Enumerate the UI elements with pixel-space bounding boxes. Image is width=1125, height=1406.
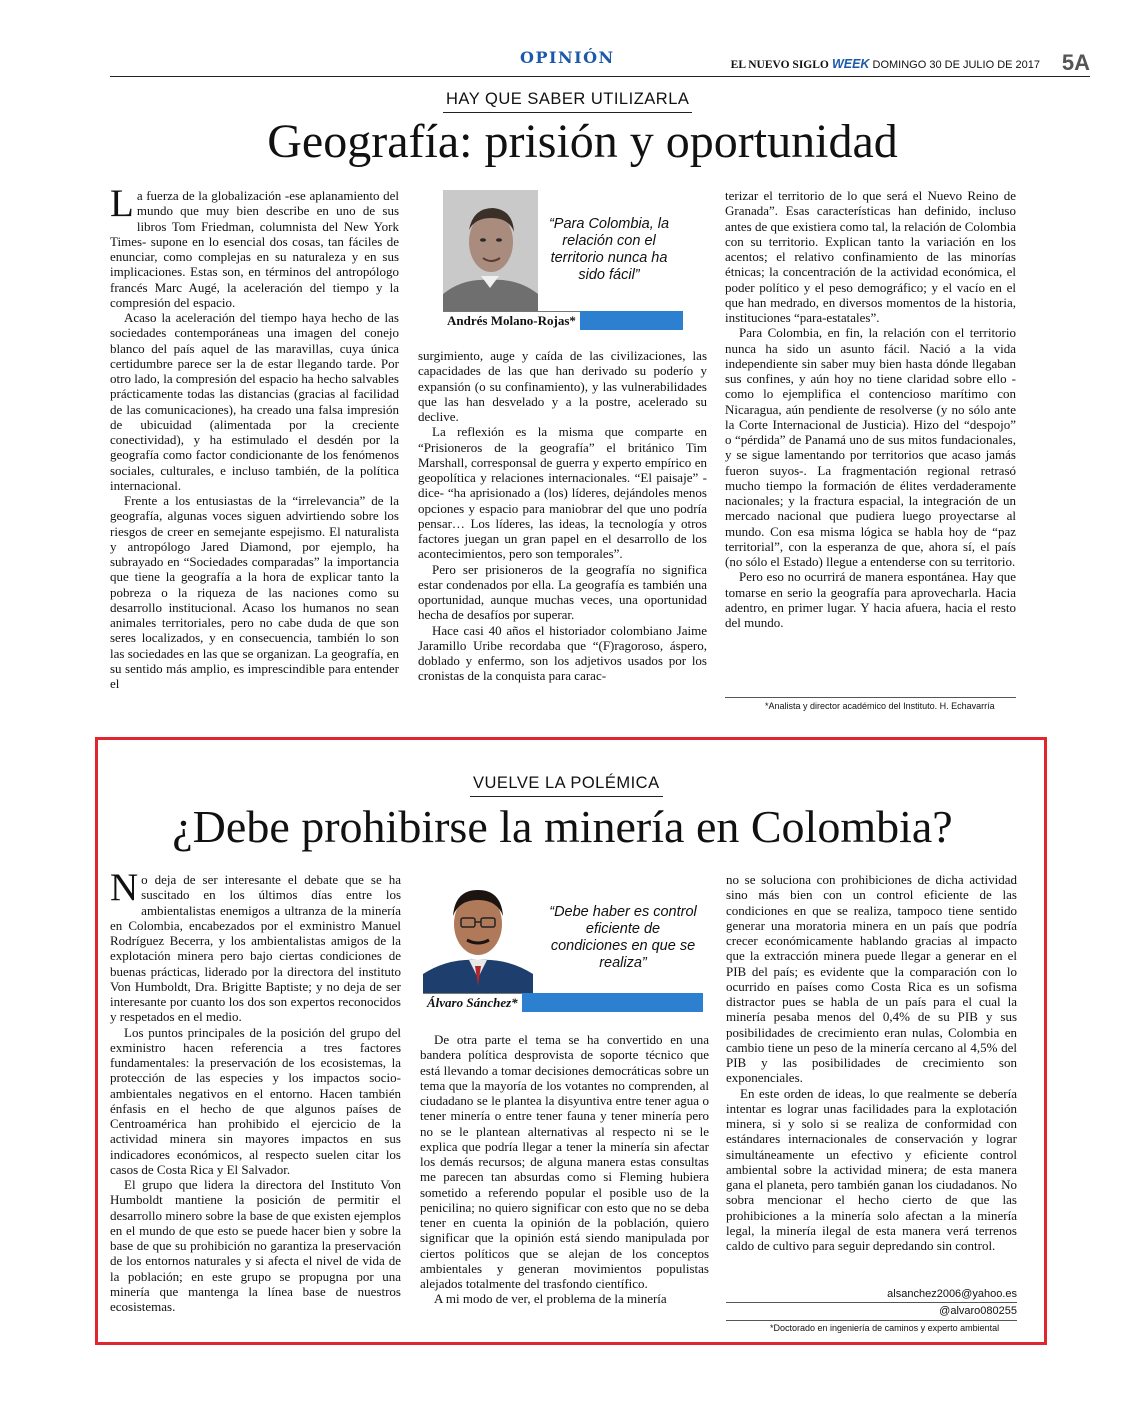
paragraph: Para Colombia, en fin, la relación con el territorio nunca ha sido un asunto fácil. Nació a la vida independiente sin saber muy bien hasta dónde llegaban sus confines, y aún hoy no tiene claridad sobre ello -como lo ejemplifica el contencioso marítimo con Nicaragua, aún pendiente de resolverse (y no sólo ante la Corte Internacional de Justicia). Hizo del “despojo” o “pérdida” de Panamá uno de sus mitos fundacionales, y se sigue lamentando por territorios que acaso jamás fueron suyos-. La fragmentación regional retrasó mucho tiempo la formación de élites verdaderamente nacionales; y la fractura espacial, la integración de un mercado nacional que pudiera luego proyectarse al mundo. Con esa misma lógica se habla hoy de “paz territorial”, con la esperanza de que, ahora sí, el país (no sólo el Estado) llegue a entenderse con su territorio. [725, 325, 1016, 569]
author-name: Álvaro Sánchez* [423, 993, 522, 1012]
masthead-rule [110, 76, 1090, 77]
paragraph: surgimiento, auge y caída de las civilizaciones, las capacidades de las que han derivado su poderío y expansión (o su confinamiento), y las vulnerabilidades que las han desvelado y a la postre, acelerado su declive. [418, 348, 707, 424]
article-kicker: HAY QUE SABER UTILIZARLA [443, 90, 692, 113]
paragraph: De otra parte el tema se ha convertido en una bandera política desprovista de soporte técnico que está llevando a tomar decisiones democráticas sobre un tema que la mayoría de los votantes no comprenden, al ciudadano se le plantea la disyuntiva entre tener agua o tener minería o entre tener fauna y tener minería pero no se le plantean alternativas al respecto ni se le explica que podría llegar a tener la minería sin afectar los demás recursos; de alguna manera estas consultas me parecen tan absurdas como si Fleming hubiera sometido a referendo popular el posible uso de la penicilina; no quiero significar con esto que no se deba tener en cuenta la opinión de la población, quiero significar que la opinión está siendo manipulada por ciertos políticos que se alejan de los conceptos ambientales y generan movimientos populistas alejados totalmente del trasfondo científico. [420, 1032, 709, 1291]
contact-rule [726, 1302, 1017, 1303]
author-name: Andrés Molano-Rojas* [443, 311, 580, 330]
article-column-2 [420, 1032, 709, 1307]
article-column-3 [725, 188, 1016, 630]
paragraph: La reflexión es la misma que comparte en “Prisioneros de la geografía” el británico Tim Marshall, corresponsal de guerra y experto empírico en geopolítica y relaciones internacionales. “El paisaje” -dice- “ha aprisionado a (los) líderes, dejándoles menos opciones y espacio para maniobrar del que uno podría pensar… Los líderes, las ideas, la tecnología y otros factores juegan un gran papel en el desarrollo de los acontecimientos, pero son temporales”. [418, 424, 707, 562]
author-email: alsanchez2006@yahoo.es [887, 1288, 1017, 1300]
issue-date: DOMINGO 30 DE JULIO DE 2017 [872, 59, 1040, 71]
author-photo [443, 190, 538, 314]
author-photo-box [443, 190, 683, 330]
article-column-1 [110, 182, 399, 691]
article-column-2 [418, 348, 707, 684]
portrait-graphic [443, 190, 538, 314]
paragraph: La fuerza de la globalización -ese aplanamiento del mundo que muy bien describe en uno de sus libros Tom Friedman, columnista del New York Times- supone en lo esencial dos cosas, tan fáciles de enunciar, como complejas en su naturaleza y en sus implicaciones. Estas son, en términos del antropólogo francés Marc Augé, la aceleración del tiempo y la compresión del espacio. [110, 182, 399, 310]
paper-info [731, 57, 1040, 71]
paragraph: terizar el territorio de lo que será el Nuevo Reino de Granada”. Esas características han definido, incluso antes de que existiera como tal, la relación de Colombia con su territorio. Explican tanto la variación en los acentos; el relativo confinamiento de las minorías étnicas; la concentración de la actividad económica, el poder político y el peso demográfico; y el vacío en el que han medrado, en diversos momentos de la historia, instituciones “para-estatales”. [725, 188, 1016, 325]
author-photo [423, 874, 533, 994]
article-headline: ¿Debe prohibirse la minería en Colombia? [172, 801, 953, 852]
paragraph: Los puntos principales de la posición del grupo del exministro hacen referencia a tres factores fundamentales: la preservación de los ecosistemas, la protección de las especies y los impactos socio-ambientales negativos en el entorno. Hacen también énfasis en el hecho de que algunos países de Centroamérica han prohibido el ejercicio de la actividad minera sin mayores impactos en sus indicadores económicos, al respecto suelen citar los casos de Costa Rica y El Salvador. [110, 1024, 401, 1177]
pull-quote: “Debe haber es control eficiente de condiciones en que se realiza” [549, 904, 697, 971]
paper-week: WEEK [831, 57, 870, 71]
article-kicker: VUELVE LA POLÉMICA [470, 774, 663, 797]
drop-cap: L [110, 182, 134, 225]
paragraph: Hace casi 40 años el historiador colombiano Jaime Jaramillo Uribe recordaba que “(F)ragoroso, áspero, doblado y enfermo, son los adjetivos usados por los cronistas de la conquista para carac- [418, 622, 707, 684]
paper-name: EL NUEVO SIGLO [730, 59, 829, 71]
paragraph: Pero eso no ocurrirá de manera espontánea. Hay que tomarse en serio la geografía para aprovecharla. Hacia adentro, en primer lugar. Y hacia afuera, hacia el resto del mundo. [725, 569, 1016, 630]
paragraph: En este orden de ideas, lo que realmente se debería intentar es lograr unas facilidades para la explotación minera, si y solo si se realiza de conformidad con estándares internacionales de conservación y lograr simultáneamente un efectivo y eficiente control ambiental sobre la actividad minera; de esta manera gana el planeta, pero también ganan los ciudadanos. No sobra mencionar el hecho cierto de que las prohibiciones a la minería solo afectan a la minería legal, la minería ilegal de esta manera verá terrenos caldo de cultivo para seguir depredando sin control. [726, 1085, 1017, 1253]
page-number: 5A [1061, 50, 1090, 75]
footnote-rule [726, 1320, 1017, 1321]
author-bar-accent [580, 311, 683, 330]
paragraph: Frente a los entusiastas de la “irrelevancia” de la geografía, algunas voces siguen advirtiendo sobre los riesgos de creer en semejante espejismo. El naturalista y antropólogo Jared Diamond, por ejemplo, ha subrayado en “Sociedades comparadas” la importancia que tiene la geografía a la hora de explicar tanto la pobreza o la riqueza de las naciones como su desarrollo institucional. Acaso los humanos no sean animales territoriales, pero no cabe duda de que son seres localizados, y en consecuencia, también lo son las sociedades en las que se organizan. La geografía, en su sentido más amplio, es imprescindible para entender el [110, 493, 399, 691]
article-column-1 [110, 866, 401, 1314]
portrait-graphic [423, 874, 533, 994]
article-column-3 [726, 872, 1017, 1253]
paragraph: no se soluciona con prohibiciones de dicha actividad sino más bien con un control eficiente de las condiciones en que se realiza, tampoco tiene sentido generar una moratoria minera en un país que podría crecer económicamente hablando gracias al impacto que la extracción minera puede llegar a generar en el PIB del país; es evidente que la comparación con lo ocurrido en países como Costa Rica es un sofisma distractor pues se habla de un país para el cual la minería pesaba menos del 0,4% de su PIB y sus posibilidades de crecimiento eran nulas, Colombia en cambio tiene un peso de la minería cercano al 4,5% del PIB y las posibilidades de crecimiento son exponenciales. [726, 872, 1017, 1086]
author-footnote: *Doctorado en ingeniería de caminos y experto ambiental [770, 1323, 1000, 1333]
author-footnote: *Analista y director académico del Instituto. H. Echavarría [765, 701, 995, 711]
drop-cap: N [110, 866, 139, 909]
section-name: OPINIÓN [520, 48, 615, 67]
paragraph: No deja de ser interesante el debate que se ha suscitado en los últimos días entre los ambientalistas enemigos a ultranza de la minería en Colombia, encabezados por el exministro Manuel Rodríguez Becerra, y los ambientalistas amigos de la explotación minera pero bajo ciertas condiciones de buenas prácticas, liderado por la directora del instituto Von Humboldt, Dra. Brigitte Baptiste; y no deja de ser interesante por cuanto los dos son expertos reconocidos y respetados en el medio. [110, 866, 401, 1025]
author-photo-box [423, 874, 703, 1012]
paragraph: Acaso la aceleración del tiempo haya hecho de las sociedades contemporáneas una imagen del conejo blanco del país aquel de las maravillas, cuya única certidumbre parece ser la de estar llegando tarde. Por otro lado, la compresión del espacio ha hecho salvables prácticamente todas las distancias (gracias al facilidad de las comunicaciones), ha creado una falsa impresión de ubicuidad (alimentada por la creciente conectividad), y ha estimulado el desdén por la geografía como factor condicionante de los fenómenos sociales, culturales, e incluso también, de la política internacional. [110, 310, 399, 493]
paragraph: El grupo que lidera la directora del Instituto Von Humboldt mantiene la posición de permitir el desarrollo minero sobre la base de que existen ejemplos en el mundo de que esto se puede hacer bien y sobre la base de que su prohibición no garantiza la preservación de los entornos naturales y si afecta el nivel de vida de la población; en este grupo se propugna por una minería que mantenga la línea base de nuestros ecosistemas. [110, 1177, 401, 1314]
author-name-bar [423, 993, 703, 1012]
paragraph: Pero ser prisioneros de la geografía no significa estar condenados por ella. La geografía es también una oportunidad, aunque muchas veces, una oportunidad hecha de desafíos por superar. [418, 561, 707, 623]
footnote-rule [725, 697, 1016, 698]
author-bar-accent [522, 993, 703, 1012]
author-twitter: @alvaro080255 [939, 1305, 1017, 1317]
paragraph: A mi modo de ver, el problema de la minería [434, 1291, 667, 1307]
pull-quote: “Para Colombia, la relación con el territorio nunca ha sido fácil” [548, 216, 670, 283]
masthead [110, 44, 1090, 80]
author-name-bar [443, 311, 683, 330]
article-headline: Geografía: prisión y oportunidad [267, 115, 898, 168]
